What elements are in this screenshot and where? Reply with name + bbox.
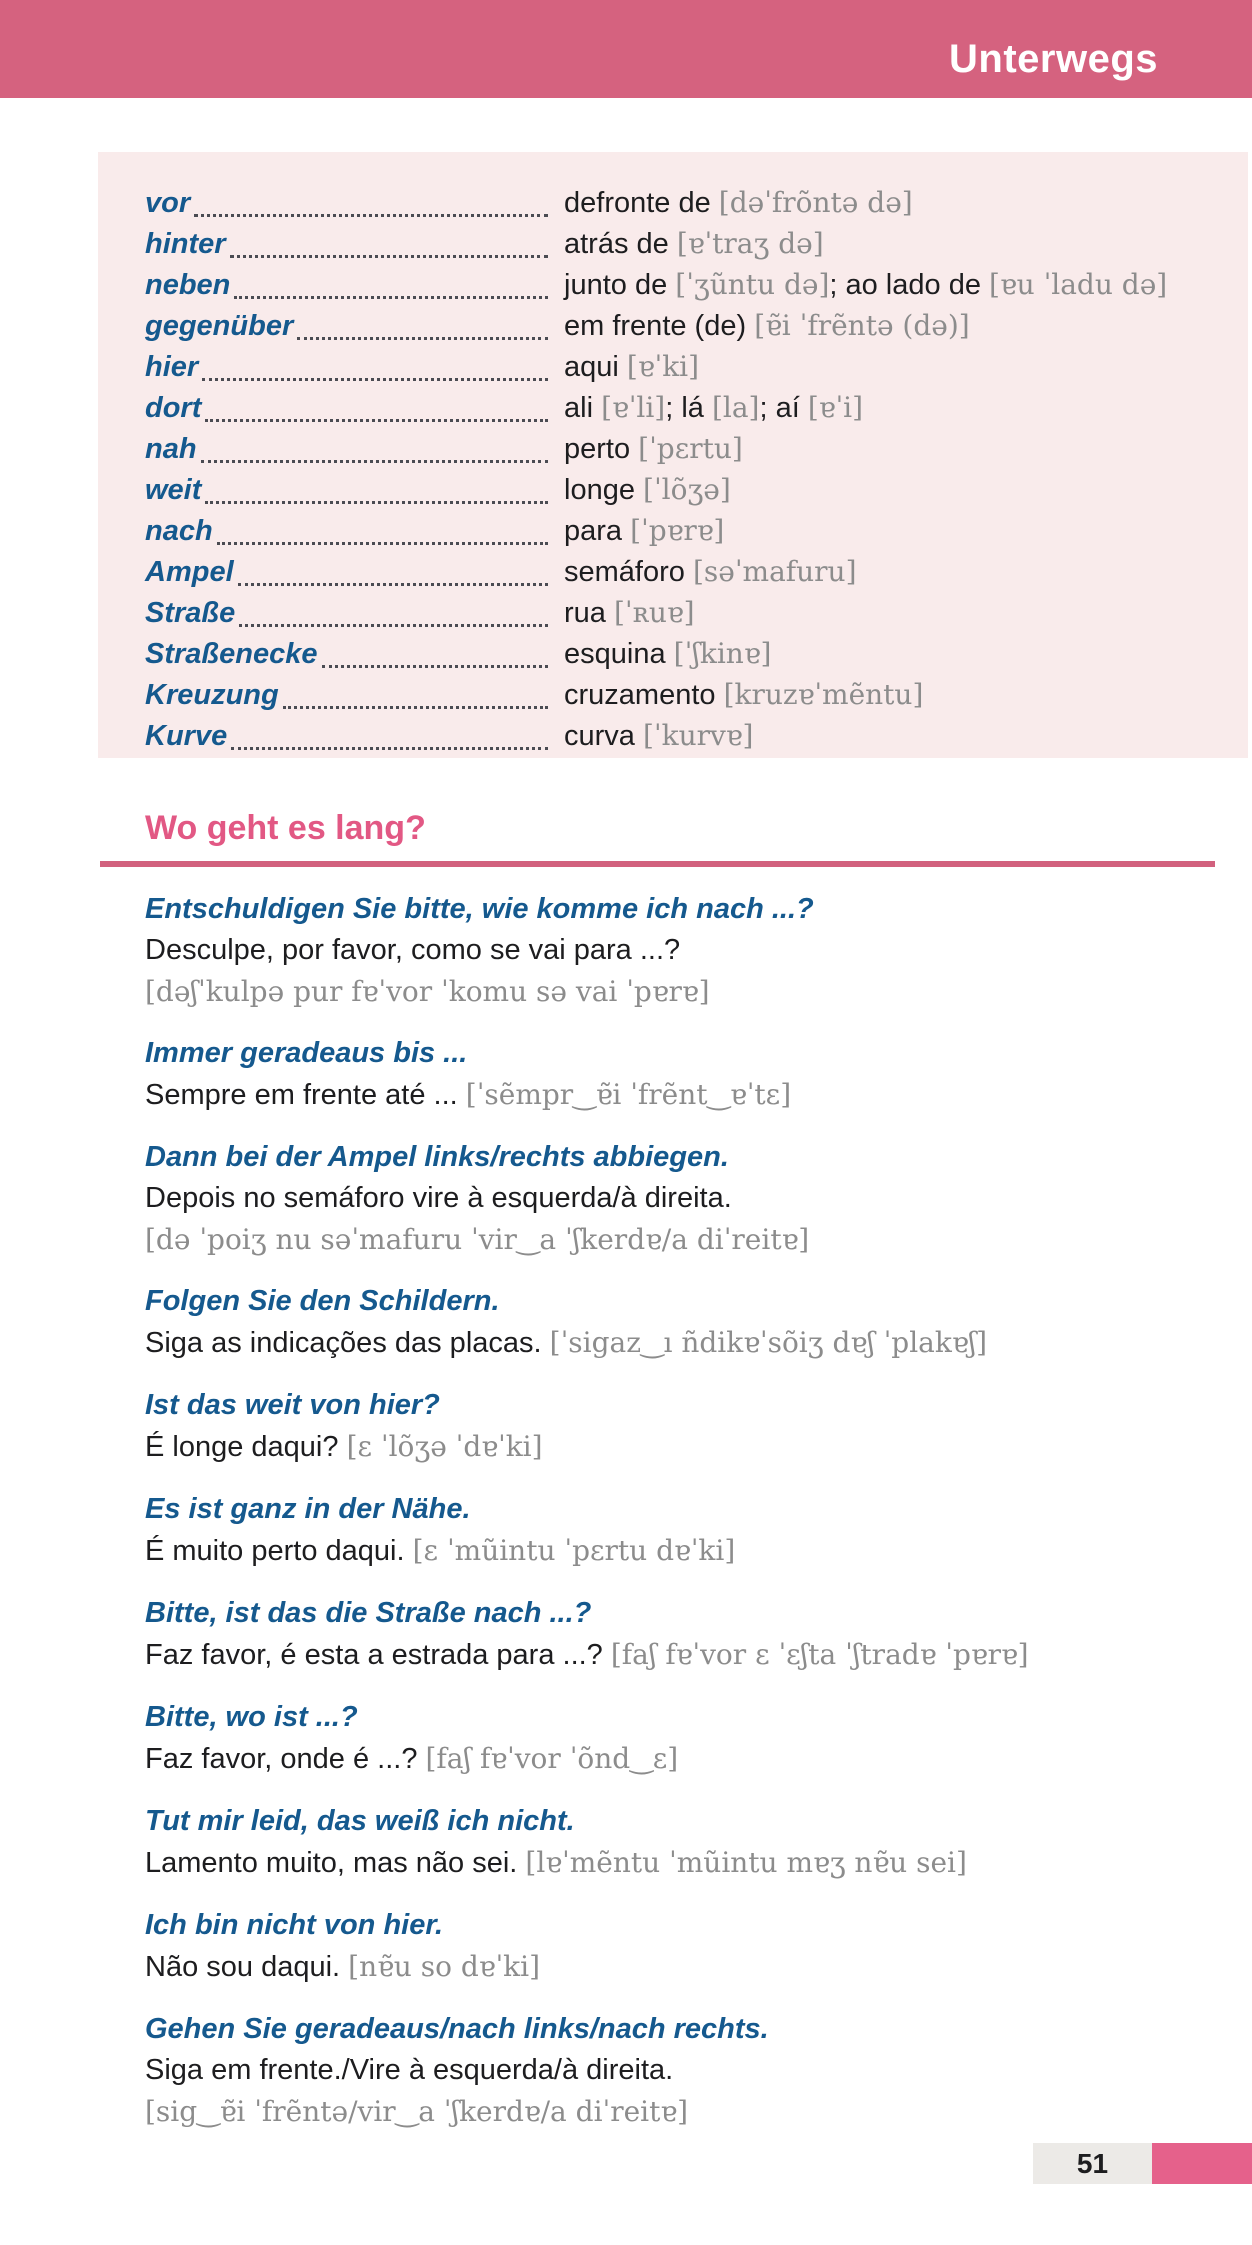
phrase-german: Folgen Sie den Schildern. [145,1285,500,1317]
dotted-leader [201,460,548,463]
vocab-phonetic: [ɐˈki] [626,350,700,383]
phrase-block [145,1905,1215,1988]
phrase-block [145,1697,1215,1780]
vocab-phonetic: [ˈlõʒə] [643,473,731,506]
vocab-portuguese: curva [564,720,643,752]
vocab-row-left [145,511,550,552]
dotted-leader [205,501,548,504]
vocab-row [145,264,1230,305]
phrase-portuguese: É muito perto daqui. [ɛ ˈmũintu ˈpɛrtu dɐˈki] [145,1534,736,1567]
dotted-leader [283,706,548,709]
vocab-translation [550,551,1230,597]
vocab-phonetic: [ɐu ˈladu də] [989,268,1168,301]
vocab-phonetic: [ɐˈi] [807,391,864,424]
vocab-row [145,674,1230,715]
vocab-translation [550,387,1230,433]
vocab-row [145,346,1230,387]
phrase-german: Es ist ganz in der Nähe. [145,1493,471,1525]
dotted-leader [231,747,548,750]
vocab-phonetic: [ɐˈli] [601,391,666,424]
vocab-term-german: Ampel [145,556,234,588]
vocab-portuguese: cruzamento [564,679,724,711]
vocab-term-german: gegenüber [145,310,294,342]
phrase-block [145,889,1215,1012]
chapter-title: Unterwegs [949,36,1158,81]
vocab-row-left [145,593,550,634]
vocab-translation [550,674,1230,720]
vocab-term-german: Kreuzung [145,679,279,711]
phrase-german: Entschuldigen Sie bitte, wie komme ich nach ...? [145,893,814,925]
vocab-portuguese: ; ao lado de [829,269,990,301]
phrase-german: Gehen Sie geradeaus/nach links/nach rechts. [145,2013,769,2045]
vocab-phonetic: [ɐ̃i ˈfrẽntə (də)] [754,309,970,342]
vocab-translation [550,715,1230,761]
dotted-leader [234,296,548,299]
vocab-portuguese: semáforo [564,556,693,588]
vocab-translation [550,305,1230,351]
vocab-translation [550,633,1230,679]
vocab-row [145,223,1230,264]
vocab-term-german: vor [145,187,191,219]
vocab-term-german: weit [145,474,202,506]
vocab-term-german: nah [145,433,197,465]
phrase-block [145,2009,1215,2132]
vocab-phonetic: [kruzɐˈmẽntu] [723,678,924,711]
page-footer [1033,2143,1252,2184]
phrase-block [145,1593,1215,1676]
page-number: 51 [1076,2147,1109,2179]
phrase-portuguese: Não sou daqui. [nɐ̃u so dɐˈki] [145,1950,541,1983]
vocab-portuguese: perto [564,433,639,465]
vocab-row [145,592,1230,633]
vocab-portuguese: para [564,515,631,547]
phrase-phonetic: [dəʃˈkulpə pur fɐˈvor ˈkomu sə vai ˈpɐrɐ] [145,975,710,1008]
vocab-term-german: Straße [145,597,236,629]
vocab-term-german: Straßenecke [145,638,318,670]
phrase-german: Ich bin nicht von hier. [145,1909,444,1941]
vocab-term-german: hier [145,351,199,383]
vocab-translation [550,264,1230,310]
vocab-term-german: Kurve [145,720,228,752]
vocab-row [145,387,1230,428]
vocab-term-german: dort [145,392,202,424]
vocab-row-left [145,224,550,265]
vocab-term-german: hinter [145,228,226,260]
vocab-term-german: nach [145,515,213,547]
vocab-row [145,469,1230,510]
vocab-portuguese: em frente (de) [564,310,755,342]
phrase-portuguese: Faz favor, é esta a estrada para ...? [faʃ fɐˈvor ɛ ˈɛʃta ˈʃtradɐ ˈpɐrɐ] [145,1638,1029,1671]
vocab-phonetic: [ˈʒũntu də] [675,268,830,301]
vocab-row-left [145,675,550,716]
vocab-row [145,551,1230,592]
vocab-translation [550,510,1230,556]
vocab-row [145,510,1230,551]
dotted-leader [238,583,548,586]
vocab-row [145,182,1230,223]
vocab-translation [550,592,1230,638]
vocab-translation [550,223,1230,269]
vocab-translation [550,469,1230,515]
phrase-phonetic: [lɐˈmẽntu ˈmũintu mɐʒ nɐ̃u sei] [525,1846,967,1879]
vocab-portuguese: rua [564,597,614,629]
vocab-row-left [145,429,550,470]
phrase-block [145,1137,1215,1260]
dotted-leader [230,255,548,258]
phrase-german: Bitte, ist das die Straße nach ...? [145,1597,592,1629]
vocab-row [145,428,1230,469]
phrase-portuguese: Lamento muito, mas não sei. [lɐˈmẽntu ˈmũintu mɐʒ nɐ̃u sei] [145,1846,967,1879]
vocab-phonetic: [səˈmafuru] [692,555,857,588]
phrase-german: Tut mir leid, das weiß ich nicht. [145,1805,575,1837]
section-divider-rule [100,861,1215,867]
vocab-row-left [145,634,550,675]
dotted-leader [297,337,548,340]
vocab-term-german: neben [145,269,231,301]
vocab-row [145,305,1230,346]
phrase-portuguese: Desculpe, por favor, como se vai para ...? [145,934,681,966]
phrase-phonetic: [faʃ fɐˈvor ˈõnd‿ɛ] [425,1742,679,1775]
vocab-row-left [145,552,550,593]
vocab-portuguese: ; lá [665,392,712,424]
vocab-row-left [145,347,550,388]
phrase-phonetic: [ˈsẽmpr‿ɐ̃i ˈfrẽnt‿ɐˈtɛ] [465,1078,792,1111]
phrase-phonetic: [ɛ ˈmũintu ˈpɛrtu dɐˈki] [412,1534,736,1567]
vocab-phonetic: [ˈʀuɐ] [613,596,695,629]
dotted-leader [202,378,548,381]
chapter-header-bar [0,0,1252,98]
vocab-translation [550,346,1230,392]
phrase-phonetic: [də ˈpoiʒ nu səˈmafuru ˈvir‿a ˈʃkerdɐ/a diˈreitɐ] [145,1223,810,1256]
dotted-leader [239,624,548,627]
section-heading: Wo geht es lang? [145,809,426,847]
footer-accent-block [1152,2143,1252,2184]
phrase-german: Dann bei der Ampel links/rechts abbiegen. [145,1141,729,1173]
vocab-phonetic: [ˈʃkinɐ] [673,637,772,670]
vocab-portuguese: ali [564,392,602,424]
phrase-phonetic: [sig‿ɐ̃i ˈfrẽntə/vir‿a ˈʃkerdɐ/a diˈreitɐ] [145,2095,689,2128]
dotted-leader [205,419,548,422]
vocab-phonetic: [la] [711,391,760,424]
phrase-german: Bitte, wo ist ...? [145,1701,358,1733]
vocab-portuguese: defronte de [564,187,719,219]
phrase-block [145,1489,1215,1572]
vocab-portuguese: ; aí [759,392,808,424]
vocab-row-left [145,470,550,511]
vocab-row-left [145,306,550,347]
dotted-leader [217,542,548,545]
phrase-phonetic: [ˈsigaz‿ı ñdikɐˈsõiʒ dɐʃ ˈplakɐʃ] [549,1326,988,1359]
phrase-portuguese: Faz favor, onde é ...? [faʃ fɐˈvor ˈõnd‿ɛ] [145,1742,679,1775]
vocab-portuguese: esquina [564,638,674,670]
page-number-box [1033,2143,1152,2184]
vocabulary-box [98,152,1248,758]
vocab-phonetic: [ˈpɛrtu] [638,432,743,465]
vocab-row-left [145,716,550,757]
vocab-row [145,715,1230,756]
phrase-phonetic: [ɛ ˈlõʒə ˈdɐˈki] [346,1430,543,1463]
vocab-portuguese: atrás de [564,228,677,260]
phrase-block [145,1801,1215,1884]
vocab-phonetic: [dəˈfrõntə də] [718,186,913,219]
phrase-portuguese: Sempre em frente até ... [ˈsẽmpr‿ɐ̃i ˈfrẽnt‿ɐˈtɛ] [145,1078,792,1111]
phrase-phonetic: [faʃ fɐˈvor ɛ ˈɛʃta ˈʃtradɐ ˈpɐrɐ] [610,1638,1029,1671]
dotted-leader [194,214,548,217]
vocab-translation [550,182,1230,228]
phrase-portuguese: Depois no semáforo vire à esquerda/à direita. [145,1182,732,1214]
phrase-phonetic: [nɐ̃u so dɐˈki] [348,1950,541,1983]
vocab-translation [550,428,1230,474]
vocab-portuguese: longe [564,474,644,506]
vocab-row-left [145,388,550,429]
phrase-block [145,1385,1215,1468]
phrase-portuguese: É longe daqui? [ɛ ˈlõʒə ˈdɐˈki] [145,1430,543,1463]
phrase-portuguese: Siga as indicações das placas. [ˈsigaz‿ı ñdikɐˈsõiʒ dɐʃ ˈplakɐʃ] [145,1326,988,1359]
phrase-german: Immer geradeaus bis ... [145,1037,468,1069]
phrase-portuguese: Siga em frente./Vire à esquerda/à direita. [145,2054,674,2086]
vocab-phonetic: [ˈkurvɐ] [642,719,754,752]
vocab-row-left [145,183,550,224]
phrase-list [145,889,1215,2132]
phrase-german: Ist das weit von hier? [145,1389,440,1421]
vocab-row-left [145,265,550,306]
vocab-phonetic: [ɐˈtraʒ də] [676,227,824,260]
vocab-phonetic: [ˈpɐrɐ] [630,514,725,547]
vocab-portuguese: aqui [564,351,627,383]
vocab-portuguese: junto de [564,269,676,301]
phrase-block [145,1281,1215,1364]
dotted-leader [322,665,549,668]
phrase-block [145,1033,1215,1116]
vocab-row [145,633,1230,674]
